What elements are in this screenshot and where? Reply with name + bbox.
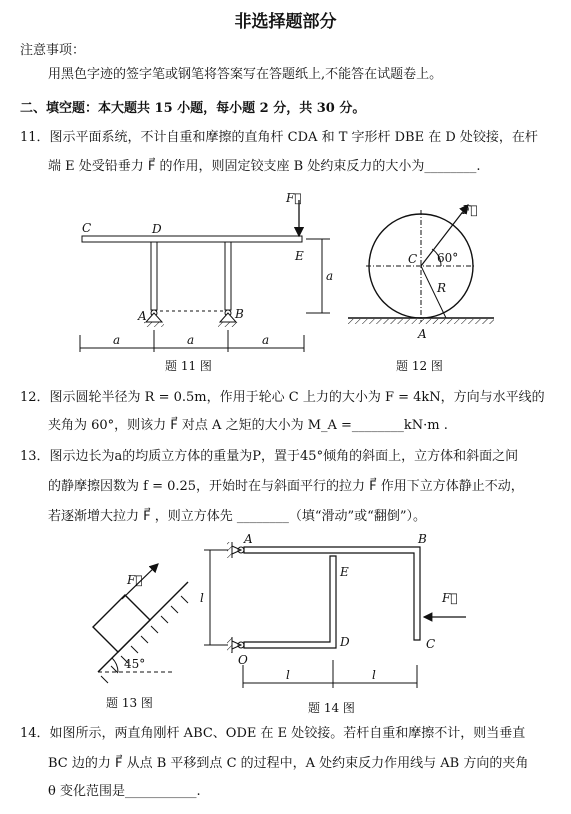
fig11-support-a bbox=[144, 310, 164, 327]
fig11-label-f: F⃗ bbox=[286, 191, 302, 205]
fig14-label-f: F⃗ bbox=[442, 591, 458, 605]
fig12-caption: 题 12 图 bbox=[396, 359, 443, 373]
fig14-label-l1: l bbox=[286, 668, 290, 682]
fig12-label-f: F⃗ bbox=[462, 203, 478, 217]
fig11-caption: 题 11 图 bbox=[165, 359, 212, 373]
fig11-diagram bbox=[80, 191, 333, 352]
fig14-label-e: E bbox=[340, 565, 349, 579]
q13-line1: 13．图示边长为a的均质立方体的重量为P，置于45°倾角的斜面上，立方体和斜面之间 bbox=[20, 449, 519, 464]
q13-line3: 若逐渐增大拉力 F⃗ ，则立方体先 ________（填“滑动”或“翻倒”）。 bbox=[48, 509, 426, 524]
fig14-label-o: O bbox=[238, 653, 248, 667]
fig12-ground-hatch bbox=[348, 319, 494, 324]
fig11-column-right bbox=[225, 242, 231, 310]
fig14-caption: 题 14 图 bbox=[308, 701, 355, 715]
fig11-column-left bbox=[151, 242, 157, 310]
section-heading: 二、填空题：本大题共 15 小题，每小题 2 分，共 30 分。 bbox=[20, 101, 366, 116]
fig11-label-c: C bbox=[82, 221, 92, 235]
fig12-label-c: C bbox=[408, 252, 418, 266]
fig11-label-b: B bbox=[235, 307, 244, 321]
fig14-label-b: B bbox=[418, 532, 427, 546]
fig11-label-d: D bbox=[152, 222, 162, 236]
fig14-label-a: A bbox=[244, 532, 253, 546]
fig13-label-angle: 45° bbox=[124, 657, 146, 671]
q14-line2: BC 边的力 F⃗ 从点 B 平移到点 C 的过程中，A 处约束反力作用线与 AB 方向的夹角 bbox=[48, 756, 529, 771]
q14-line1: 14．如图所示，两直角刚杆 ABC、ODE 在 E 处铰接。若杆自重和摩擦不计，则当垂直 bbox=[20, 726, 526, 741]
notice-text: 用黑色字迹的签字笔或钢笔将答案写在答题纸上,不能答在试题卷上。 bbox=[48, 67, 443, 82]
fig11-beam bbox=[82, 236, 302, 242]
fig13-diagram bbox=[93, 564, 188, 683]
fig13-caption: 题 13 图 bbox=[106, 696, 153, 710]
fig14-diagram bbox=[200, 532, 466, 688]
fig12-diagram bbox=[348, 203, 494, 341]
q13-line2: 的静摩擦因数为 f = 0.25，开始时在与斜面平行的拉力 F⃗ 作用下立方体静止不动， bbox=[48, 479, 524, 494]
q11-line2: 端 E 处受铅垂力 F⃗ 的作用，则固定铰支座 B 处约束反力的大小为________. bbox=[48, 159, 481, 174]
notice-heading: 注意事项： bbox=[20, 43, 86, 58]
q12-line1: 12．图示圆轮半径为 R = 0.5m，作用于轮心 C 上力的大小为 F = 4kN，方向与水平线的 bbox=[20, 390, 545, 405]
fig12-label-a: A bbox=[418, 327, 427, 341]
fig12-label-angle: 60° bbox=[437, 251, 459, 265]
fig14-wall-a bbox=[227, 542, 244, 558]
page-title: 非选择题部分 bbox=[234, 12, 337, 32]
fig11-label-a2: a bbox=[187, 333, 195, 347]
fig14-label-l2: l bbox=[372, 668, 376, 682]
fig14-label-l-vertical: l bbox=[200, 591, 204, 605]
fig12-label-r: R bbox=[437, 281, 447, 295]
fig11-label-a-vertical: a bbox=[326, 269, 334, 283]
fig11-label-a3: a bbox=[262, 333, 270, 347]
q14-line3: θ 变化范围是___________. bbox=[48, 784, 201, 799]
fig11-label-e: E bbox=[295, 249, 304, 263]
fig14-label-d: D bbox=[340, 635, 350, 649]
fig14-rod-ode bbox=[244, 556, 336, 648]
fig11-label-a1: a bbox=[113, 333, 121, 347]
fig14-wall-o bbox=[227, 637, 244, 653]
fig13-label-f: F⃗ bbox=[127, 573, 143, 587]
q11-line1: 11．图示平面系统，不计自重和摩擦的直角杆 CDA 和 T 字形杆 DBE 在 D 处铰接，在杆 bbox=[20, 130, 538, 145]
q12-line2: 夹角为 60°，则该力 F⃗ 对点 A 之矩的大小为 M_A =________kN·m . bbox=[48, 418, 448, 433]
fig11-label-a: A bbox=[138, 309, 147, 323]
fig13-cube bbox=[93, 595, 150, 652]
fig14-label-c: C bbox=[426, 637, 436, 651]
